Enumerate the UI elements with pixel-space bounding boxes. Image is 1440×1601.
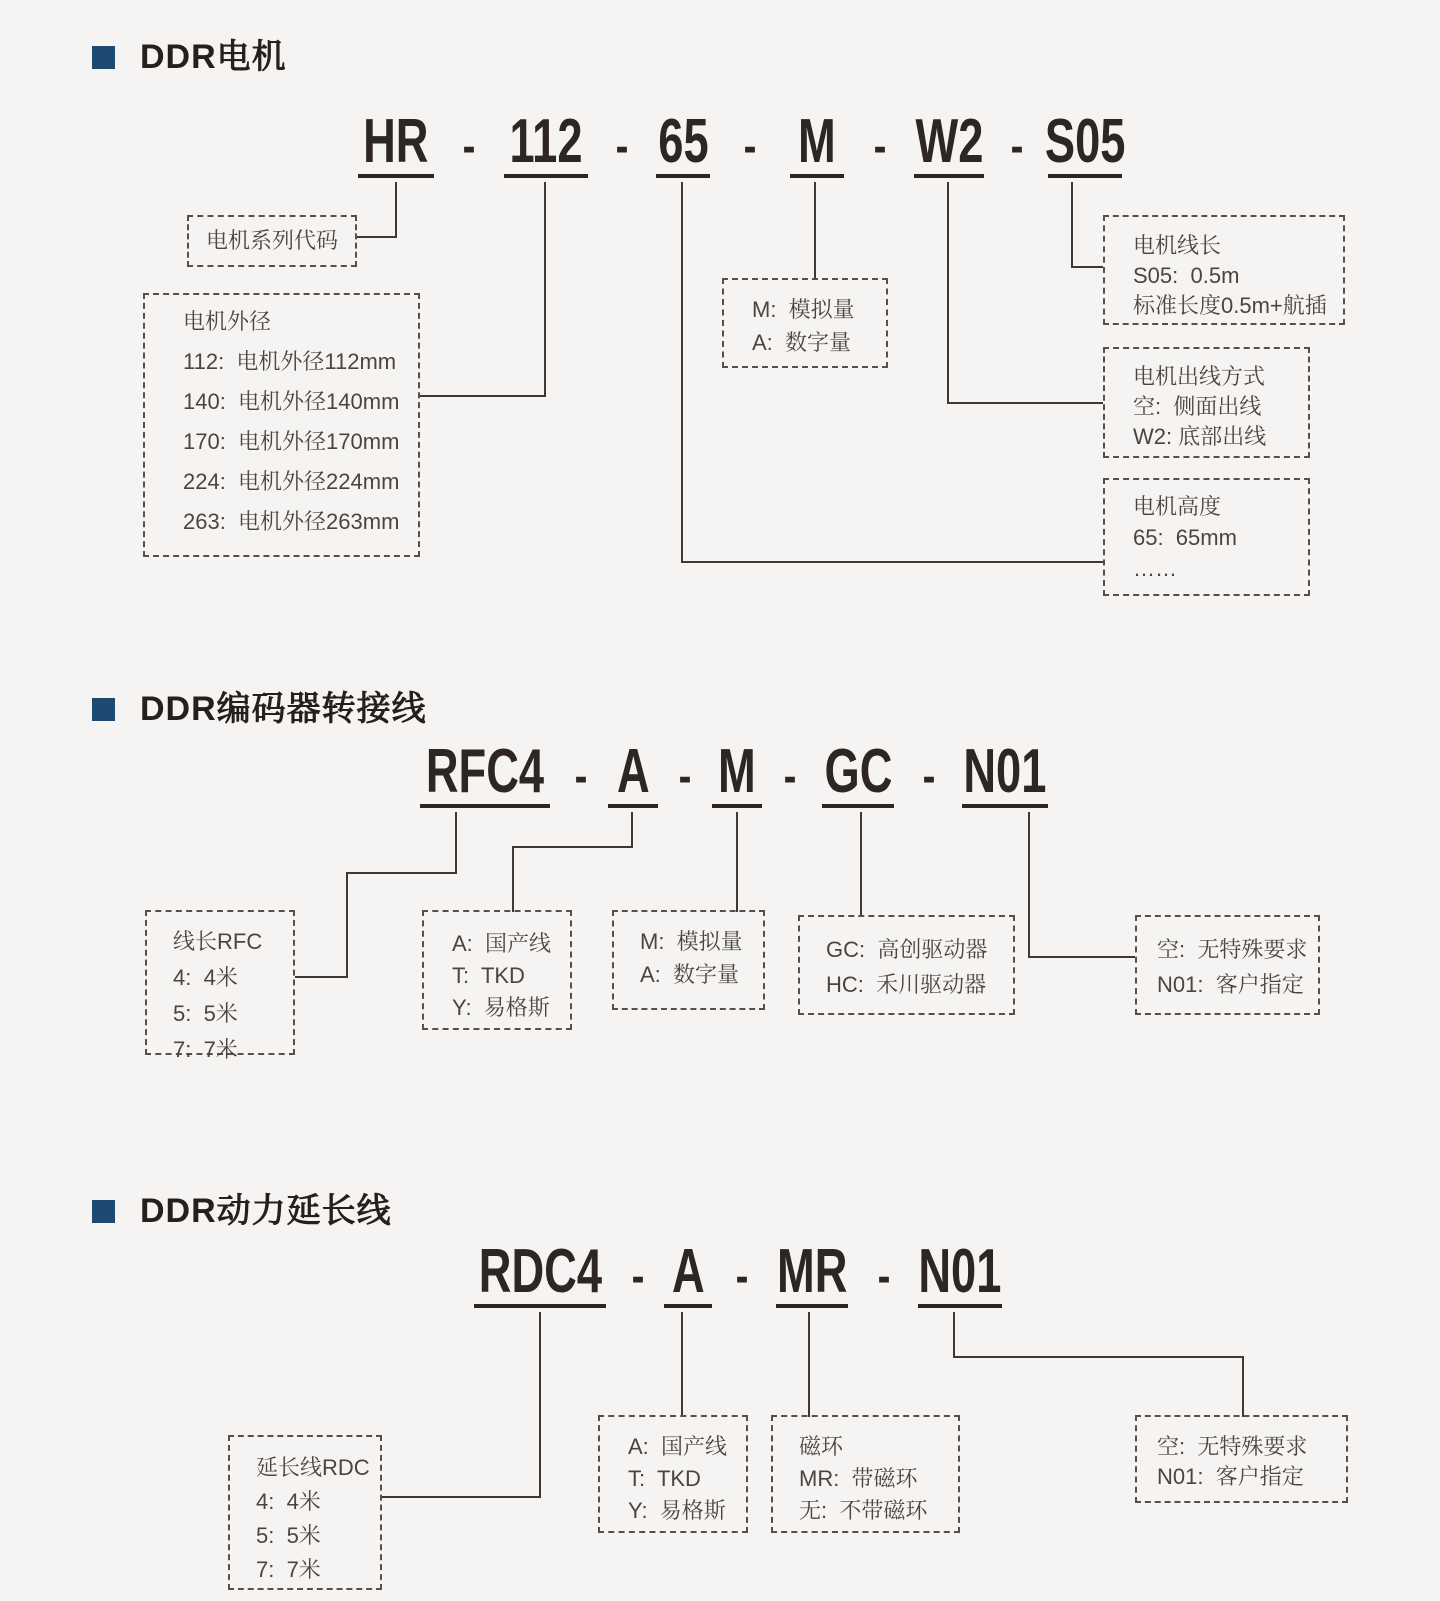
connector-line [631,812,633,848]
code-segment: RDC4 [474,1238,606,1308]
section-title: DDR动力延长线 [140,1192,392,1230]
box-line: 263: 电机外径263mm [183,509,400,534]
connector-line [346,872,457,874]
box-line: S05: 0.5m [1133,263,1240,288]
code-separator: - [574,749,588,803]
box-line: 140: 电机外径140mm [183,389,400,414]
connector-line [395,182,397,238]
connector-line [295,976,348,978]
connector-line [808,1312,810,1417]
code-separator: - [922,749,936,803]
box-line: M: 模拟量 [752,297,855,322]
bullet-square-icon [92,698,115,721]
callout-box-motor-diameter [143,293,420,557]
code-segment: S05 [1048,108,1122,178]
connector-line [357,236,397,238]
box-line: A: 数字量 [752,330,852,355]
connector-line [947,402,1103,404]
callout-box-series-code [187,215,357,267]
connector-line [539,1312,541,1498]
box-line: Y: 易格斯 [628,1498,726,1523]
connector-line [1028,956,1135,958]
callout-box-special-request [1135,1415,1348,1503]
code-separator: - [735,1249,749,1303]
box-line: MR: 带磁环 [799,1466,918,1491]
connector-line [814,182,816,278]
connector-line [512,846,514,912]
code-segment: M [790,108,844,178]
connector-line [1242,1356,1244,1417]
callout-box-rdc-length [228,1435,382,1590]
code-segment: MR [776,1238,848,1308]
code-segment: W2 [914,108,984,178]
callout-box-outlet-style [1103,347,1310,458]
code-separator: - [1010,119,1024,173]
connector-line [736,812,738,912]
connector-line [544,182,546,397]
code-segment: N01 [962,738,1048,808]
box-line: 4: 4米 [256,1489,321,1514]
connector-line [953,1312,955,1358]
box-line: 无: 不带磁环 [799,1498,928,1523]
callout-box-motor-height [1103,478,1310,596]
box-line: M: 模拟量 [640,929,743,954]
box-line: 延长线RDC [256,1455,370,1480]
callout-box-cable-length [1103,215,1345,325]
box-line: 空: 无特殊要求 [1157,937,1308,962]
bullet-square-icon [92,1200,115,1223]
box-line: …… [1133,556,1177,581]
box-line: 标准长度0.5m+航插 [1133,293,1327,318]
code-separator: - [615,119,629,173]
connector-line [420,395,546,397]
connector-line [953,1356,1244,1358]
code-separator: - [873,119,887,173]
code-segment: HR [358,108,434,178]
code-segment: GC [822,738,894,808]
box-line: 5: 5米 [256,1523,321,1548]
code-separator: - [783,749,797,803]
callout-box-wire-brand [422,910,572,1030]
code-segment: N01 [918,1238,1002,1308]
code-segment: M [712,738,762,808]
section-header [92,1194,392,1228]
box-line: N01: 客户指定 [1157,1464,1304,1489]
code-separator: - [743,119,757,173]
box-line: 空: 无特殊要求 [1157,1434,1308,1459]
box-line: 电机外径 [183,309,272,334]
box-line: 170: 电机外径170mm [183,429,400,454]
box-line: T: TKD [452,963,525,988]
code-separator: - [678,749,692,803]
connector-line [512,846,633,848]
connector-line [681,182,683,563]
connector-line [1071,266,1103,268]
callout-box-special-request [1135,915,1320,1015]
section-title: DDR编码器转接线 [140,690,427,728]
connector-line [860,812,862,917]
section-header [92,692,427,726]
connector-line [947,182,949,404]
code-segment: RFC4 [420,738,550,808]
box-line: 224: 电机外径224mm [183,469,400,494]
box-line: GC: 高创驱动器 [826,937,988,962]
code-segment: 112 [504,108,588,178]
box-line: 4: 4米 [173,965,238,990]
code-segment: 65 [656,108,710,178]
box-line: 电机出线方式 [1133,364,1266,389]
callout-box-signal-type [612,910,765,1010]
connector-line [1071,182,1073,268]
box-line: 空: 侧面出线 [1133,394,1262,419]
connector-line [681,561,1103,563]
box-line: 电机系列代码 [205,228,338,253]
section-header [92,40,287,74]
code-separator: - [877,1249,891,1303]
connector-line [1028,812,1030,958]
box-line: 7: 7米 [256,1557,321,1582]
box-line: 65: 65mm [1133,525,1237,550]
connector-line [382,1496,541,1498]
callout-box-rfc-length [145,910,295,1062]
callout-box-wire-brand [598,1415,748,1533]
box-line: A: 国产线 [628,1434,728,1459]
connector-line [455,812,457,874]
box-line: 磁环 [799,1434,844,1459]
box-line: 5: 5米 [173,1001,238,1026]
box-line: A: 数字量 [640,962,740,987]
code-segment: A [664,1238,712,1308]
box-line: 线长RFC [173,929,263,954]
code-separator: - [631,1249,645,1303]
connector-line [346,872,348,978]
box-line: T: TKD [628,1466,701,1491]
code-segment: A [608,738,658,808]
box-line: 112: 电机外径112mm [183,349,397,374]
bullet-square-icon [92,46,115,69]
section-title: DDR电机 [140,38,287,76]
box-line: 7: 7米 [173,1037,238,1062]
box-line: HC: 禾川驱动器 [826,972,987,997]
box-line: A: 国产线 [452,931,552,956]
connector-line [681,1312,683,1417]
box-line: 电机线长 [1133,233,1222,258]
box-line: N01: 客户指定 [1157,972,1304,997]
callout-box-magnet-ring [771,1415,960,1533]
callout-box-signal-type [722,278,888,368]
callout-box-driver-brand [798,915,1015,1015]
box-line: Y: 易格斯 [452,995,550,1020]
code-separator: - [462,119,476,173]
box-line: 电机高度 [1133,494,1222,519]
box-line: W2: 底部出线 [1133,424,1267,449]
